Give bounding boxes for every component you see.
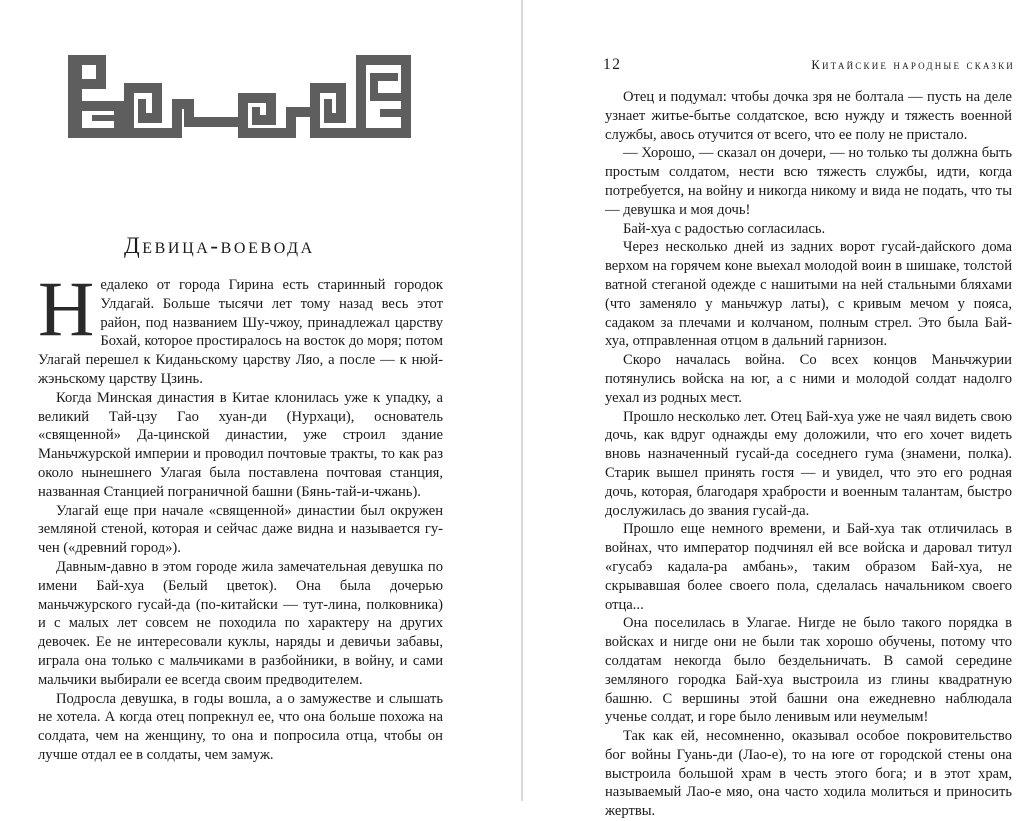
- paragraph: [38, 265, 443, 389]
- paragraph: Улагай еще при начале «священной» династии был окружен земляной стеной, которая и сейчас даже видна и называется гу-чен («древний город»).: [38, 502, 443, 557]
- page-number: 12: [603, 56, 622, 73]
- paragraph: Прошло еще немного времени, и Бай-хуа так отличилась в войнах, что император подчинял ей все войска и даровал титул «гусабэ кадала-ра амбань», таким образом Бай-хуа, не скрывавшая более своего пола, сделалась начальником своего отца...: [605, 521, 1012, 613]
- paragraph: Подросла девушка, в годы вошла, а о замужестве и слышать не хотела. А когда отец попрекнул ее, что она больше похожа на солдата, чем на женщину, то она и попросила отца, чтобы он лучше отдал ее в солдаты, чем замуж.: [38, 690, 443, 763]
- right-page: [523, 0, 1032, 820]
- paragraph: Прошло несколько лет. Отец Бай-хуа уже не чаял видеть свою дочь, как вдруг однажды ему доложили, что его хочет видеть вновь назначенный гусай-да соседнего гума (знамени, полка). Старик вышел принять гостя — и увидел, что это его родная дочь, которая, благодаря храбрости и военным талантам, быстро дослужилась до звания гусай-да.: [605, 408, 1012, 519]
- paragraph: Когда Минская династия в Китае клонилась уже к упадку, а великий Тай-цзу Гао хуан-ди (Нурхаци), основатель «священной» Да-цинской династии, уже строил здание Маньчжурской империи и проводил почтовые тракты, то как раз около нынешнего Улагая была поставлена почтовая станция, названная Станцией пограничной башни (Бянь-тай-и-чжань).: [38, 389, 443, 500]
- left-page: [0, 0, 521, 801]
- paragraph: Скоро началась война. Со всех концов Маньчжурии потянулись войска на юг, а с ними и молодой солдат надолго уехал из родных мест.: [605, 352, 1012, 406]
- paragraph: Давным-давно в этом городе жила замечательная девушка по имени Бай-хуа (Белый цветок). Она была дочерью маньчжурского гусай-да (по-китайски — тут-лина, полковника) и с малых лет совсем не походила по характеру на других девочек. Ее не интересовали куклы, наряды и девичьи забавы, играла она только с мальчиками в разбойники, в войну, и сами мальчики выбирали ее всегда своим предводителем.: [38, 558, 443, 688]
- running-header: [603, 56, 1015, 76]
- drop-cap: Н: [38, 265, 95, 352]
- left-body-text: [38, 265, 443, 765]
- paragraph: — Хорошо, — сказал он дочери, — но только ты должна быть простым солдатом, нести всю тяжесть службы, идти, когда потребуется, на войну и никогда никому и вида не подать, что ты — девушка и моя дочь!: [605, 145, 1012, 218]
- paragraph: Через несколько дней из задних ворот гусай-дайского дома верхом на горячем коне выехал молодой воин в шишаке, толстой ватной стеганой одежде с нашитыми на ней стальными бляхами (что заменяло у маньчжур латы), с кривым мечом у пояса, садаком за плечами и колчаном, полным стрел. Это была Бай-хуа, отправленная отцом в дальний гарнизон.: [605, 239, 1012, 350]
- paragraph: Отец и подумал: чтобы дочка зря не болтала — пусть на деле узнает житье-бытье солдатское, всю нужду и тяжесть военной службы, авось отучится от всего, что ее полу не пристало.: [605, 89, 1012, 143]
- paragraph: Она поселилась в Улагае. Нигде не было такого порядка в войсках и нигде они не были так хорошо обучены, потому что солдатам некогда было бездельничать. В самой середине земляного городка Бай-хуа выстроила из глины квадратную башню. С вершины этой башни она ежедневно наблюдала ученье солдат, и горе было ленивым или неумелым!: [605, 615, 1012, 726]
- paragraph: Бай-хуа с радостью согласилась.: [623, 220, 826, 237]
- right-body-text: [605, 88, 1012, 821]
- running-title: Китайские народные сказки: [811, 58, 1015, 72]
- paragraph-text: едалеко от города Гирина есть старинный городок Улдагай. Больше тысячи лет тому назад весь этот район, под названием Шу-чжоу, принадлежал царству Бохай, которое простиралось на восток до моря; потом Улагай перешел к Киданьскому царству Ляо, а после — к нюй-жэньскому царству Цзинь.: [38, 277, 443, 387]
- paragraph: Так как ей, несомненно, оказывал особое покровительство бог войны Гуань-ди (Лао-е), то на юге от городской стены она выстроила большой храм в честь этого бога; и в этот храм, называемый Лао-е мяо, она часто ходила молиться и приносить жертвы.: [605, 728, 1012, 820]
- chinese-fret-ornament: [68, 55, 411, 138]
- chapter-title: Девица-воевода: [124, 233, 315, 258]
